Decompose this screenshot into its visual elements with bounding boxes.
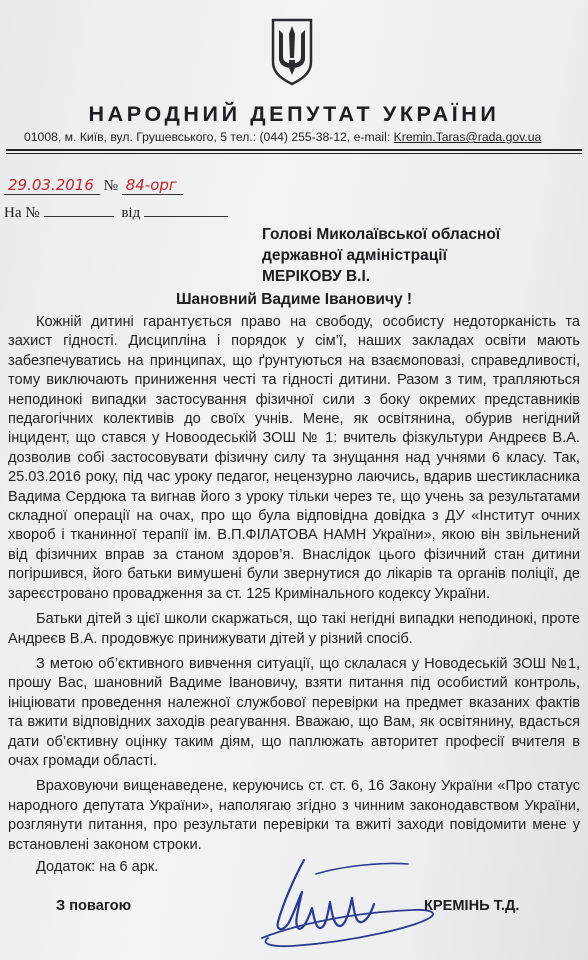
header-rule-thin [6, 153, 582, 154]
closing-regards: З повагою [56, 898, 132, 914]
paragraph-1: Кожній дитині гарантується право на свободу, особисту недоторканість та захист гідності. Дисципліна і порядок у сім’ї, наших закладах освіти мають забезпечуватись на принципах, що ґрунтуються на взаємоповазі, справедливості, тому виключають приниження честі та гідності дитини. Разом з тим, трапляються неподинокі випадки застосування фізичної сили з боку окремих представників педагогічних колективів до своїх учнів. Мене, як освітянина, обурив негідний інцидент, що стався у Новоодеській ЗОШ № 1: вчитель фізкультури Андреєв В.А. дозволив собі застосовувати фізичну силу та знущання над учнями 6 класу. Так, 25.03.2016 року, під час уроку педагог, нецензурно лаючись, вдарив шестикласника Вадима Сердюка та вигнав його з уроку тільки через те, що учень за результатами складної операції на очах, про що була відповідна довідка з ДУ «Інститут очних хвороб і тканинної терапії ім. В.П.ФІЛАТОВА НАМН України», якою він звільнений від фізичних вправ за станом здоров’я. Внаслідок цього фізичний стан дитини погіршився, його батьки вимушені були звернутися до лікарів та органів поліції, де зареєстровано провадження за ст. 125 Кримінального кодексу України. [8, 314, 580, 602]
signatory-name: КРЕМІНЬ Т.Д. [424, 898, 520, 914]
header-title: НАРОДНИЙ ДЕПУТАТ УКРАЇНИ [88, 102, 500, 126]
recipient-line-2: державної адміністрації [262, 247, 447, 264]
incoming-number-blank [44, 203, 114, 217]
incoming-registration [4, 203, 232, 222]
address-text: 01008, м. Київ, вул. Грушевського, 5 тел.: (044) 255-38-12, e-mail: [24, 130, 394, 144]
incoming-label: На № [4, 205, 40, 221]
recipient-line-3: МЕРІКОВУ В.І. [262, 268, 371, 285]
recipient-line-1: Голові Миколаївської обласної [262, 226, 501, 243]
recipient-block [262, 224, 582, 287]
paragraph-2: Батьки дітей з цієї школи скаржаться, що такі негідні випадки неподинокі, проте Андреєв В.А. продовжує принижувати дітей у різний спосіб. [8, 611, 580, 647]
incoming-date-blank [144, 203, 228, 217]
handwritten-signature [232, 852, 442, 952]
paragraph-3: З метою об’єктивного вивчення ситуації, що склалася у Новодеській ЗОШ №1, прошу Вас, шановний Вадиме Івановичу, взяти питання під особистий контроль, ініціювати проведення належної службової перевірки на предмет вказаних фактів та вжити відповідних заходів реагування. Вважаю, що Вам, як освітянину, вдасться дати об’єктивну оцінку таким діям, що паплюжать авторитет професії вчителя в очах громади області. [8, 655, 580, 769]
salutation: Шановний Вадиме Івановичу ! [175, 291, 413, 308]
from-label: від [121, 205, 141, 221]
trident-coat-of-arms-icon [270, 18, 314, 86]
email-link[interactable]: Kremin.Taras@rada.gov.ua [393, 130, 542, 144]
outgoing-registration [4, 176, 183, 195]
number-sign: № [103, 178, 118, 194]
registration-date: 29.03.2016 [4, 176, 100, 195]
registration-number: 84-орг [122, 176, 183, 195]
paragraph-4: Враховуючи вищенаведене, керуючись ст. ст. 6, 16 Закону України «Про статус народного депутата України», наполягаю згідно з чинним законодавством України, розглянути питання, про результати перевірки та вжиті заходи повідомити мене у встановлені законом строки. [8, 778, 580, 853]
header-address [24, 130, 584, 144]
header-rule [6, 149, 582, 151]
letter-body [8, 313, 580, 883]
attachment-note: Додаток: на 6 арк. [36, 858, 159, 875]
